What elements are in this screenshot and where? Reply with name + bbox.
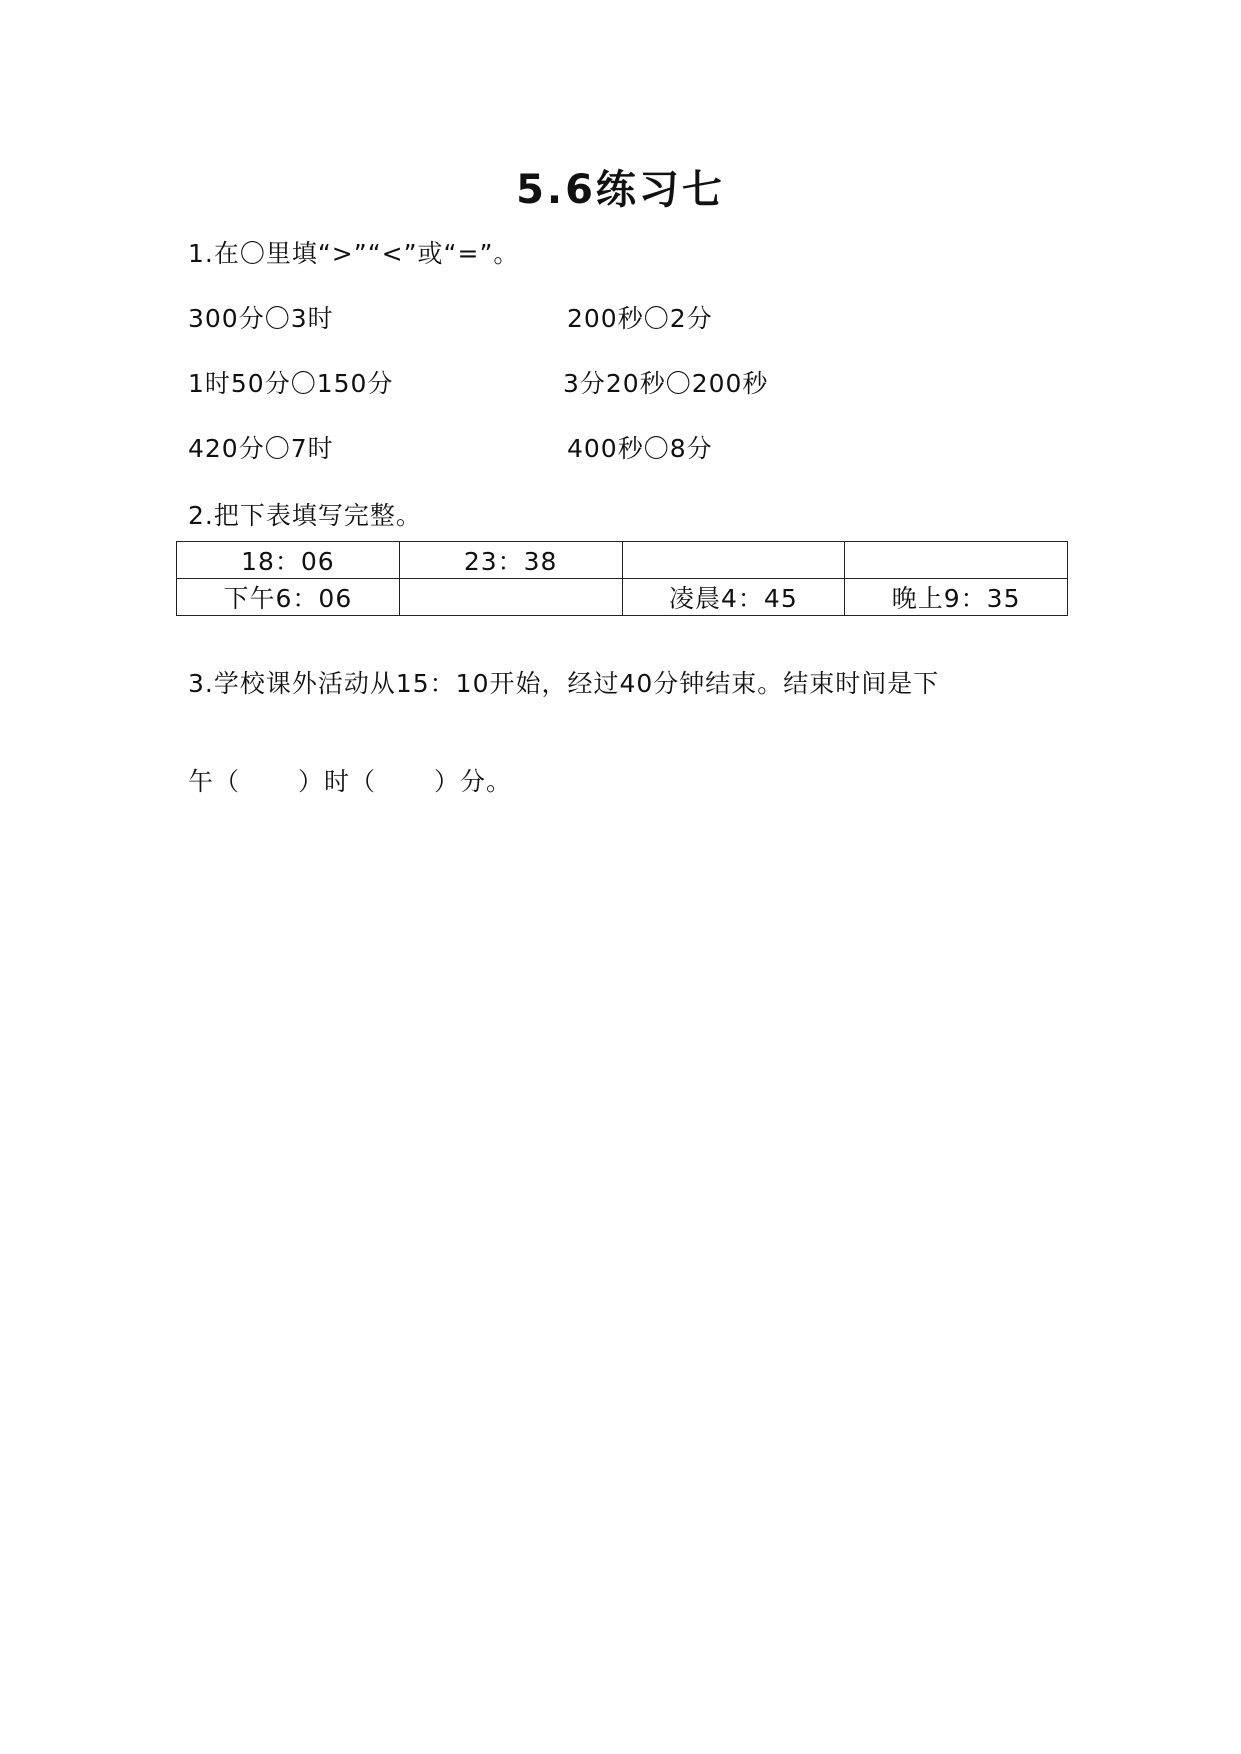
question-1-heading: 1.在〇里填“>”“<”或“=”。	[188, 239, 520, 268]
comparison-item: 200秒〇2分	[567, 304, 713, 333]
table-row	[177, 579, 1068, 616]
table-cell-blank[interactable]	[399, 579, 622, 616]
comparison-item: 420分〇7时	[188, 434, 334, 463]
comparison-item: 1时50分〇150分	[188, 369, 394, 398]
table-cell: 晚上9：35	[845, 579, 1068, 616]
page-title: 5.6练习七	[516, 167, 725, 213]
question-3-answer-line	[188, 762, 512, 798]
question-2-heading: 2.把下表填写完整。	[188, 501, 422, 530]
answer-suffix: ）分。	[434, 767, 513, 796]
comparison-item: 3分20秒〇200秒	[563, 369, 769, 398]
time-conversion-table	[176, 541, 1068, 616]
question-3-text: 3.学校课外活动从15：10开始，经过40分钟结束。结束时间是下	[188, 669, 940, 698]
table-cell-blank[interactable]	[622, 542, 845, 579]
table-cell: 凌晨4：45	[622, 579, 845, 616]
table-row	[177, 542, 1068, 579]
table-cell-blank[interactable]	[845, 542, 1068, 579]
table-cell: 23：38	[399, 542, 622, 579]
answer-mid: ）时（	[298, 767, 377, 796]
table-cell: 18：06	[177, 542, 400, 579]
answer-prefix: 午（	[188, 767, 241, 796]
comparison-item: 400秒〇8分	[567, 434, 713, 463]
table-cell: 下午6：06	[177, 579, 400, 616]
comparison-item: 300分〇3时	[188, 304, 334, 333]
